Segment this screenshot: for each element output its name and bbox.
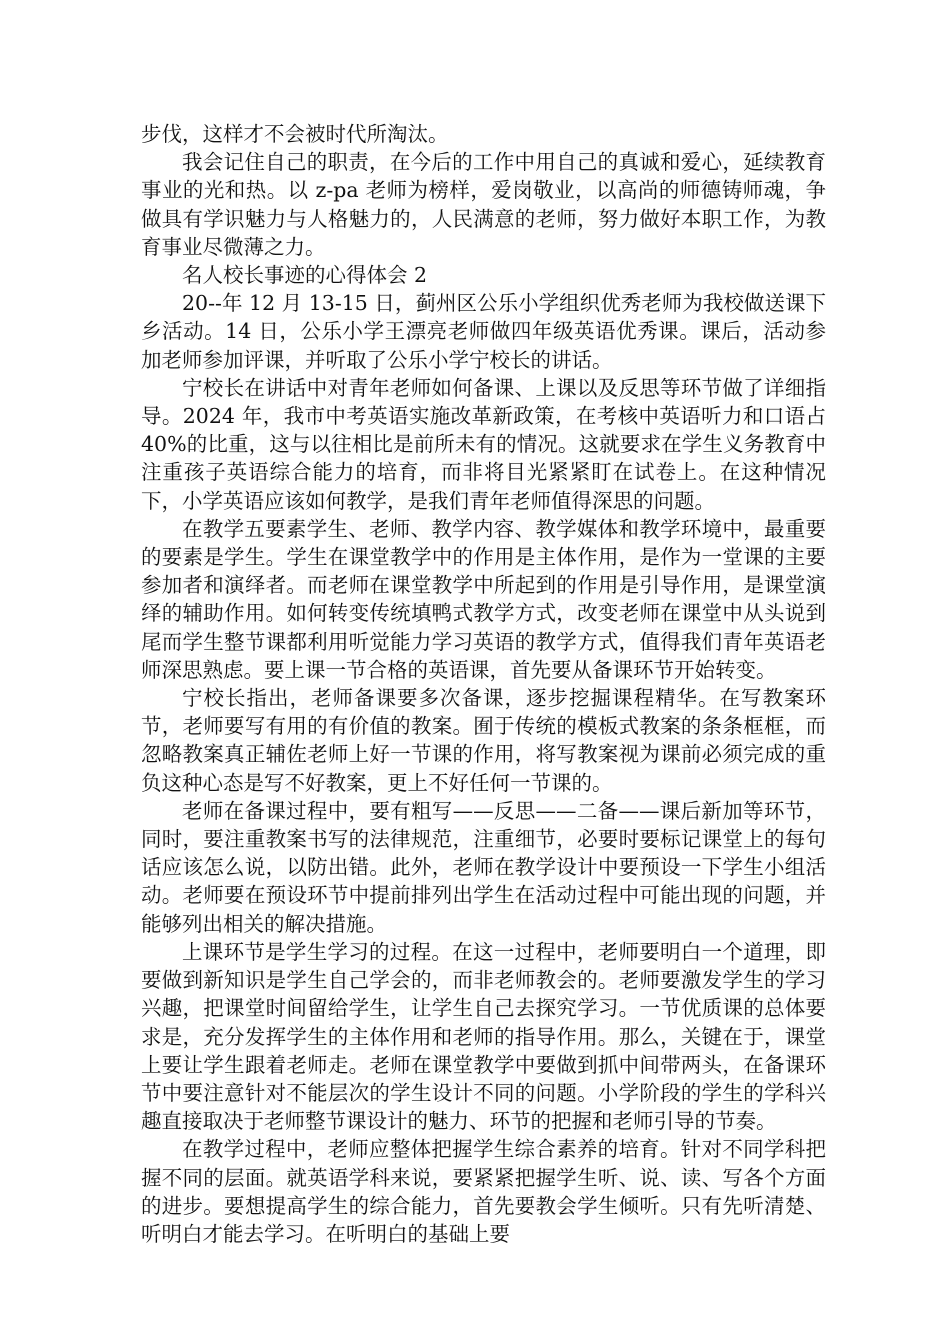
paragraph: 20--年 12 月 13-15 日，蓟州区公乐小学组织优秀老师为我校做送课下乡活动。14 日，公乐小学王漂亮老师做四年级英语优秀课。课后，活动参加老师参加评课，并听取了公乐小学宁校长的讲话。 [141, 291, 826, 372]
paragraph: 在教学过程中，老师应整体把握学生综合素养的培育。针对不同学科把握不同的层面。就英语学科来说，要紧紧把握学生听、说、读、写各个方面的进步。要想提高学生的综合能力，首先要教会学生倾听。只有先听清楚、听明白才能去学习。在听明白的基础上要 [141, 1137, 826, 1246]
paragraph-continuation: 步伐，这样才不会被时代所淘汰。 [141, 122, 449, 146]
paragraph: 老师在备课过程中，要有粗写——反思——二备——课后新加等环节，同时，要注重教案书写的法律规范，注重细节，必要时要标记课堂上的每句话应该怎么说，以防出错。此外，老师在教学设计中要预设一下学生小组活动。老师要在预设环节中提前排列出学生在活动过程中可能出现的问题，并能够列出相关的解决措施。 [141, 798, 826, 936]
paragraph: 宁校长指出，老师备课要多次备课，逐步挖掘课程精华。在写教案环节，老师要写有用的有价值的教案。囿于传统的模板式教案的条条框框，而忽略教案真正辅佐老师上好一节课的作用，将写教案视为课前必须完成的重负这种心态是写不好教案，更上不好任何一节课的。 [141, 686, 826, 795]
document-body [141, 120, 826, 1248]
paragraph: 上课环节是学生学习的过程。在这一过程中，老师要明白一个道理，即要做到新知识是学生自己学会的，而非老师教会的。老师要激发学生的学习兴趣，把课堂时间留给学生，让学生自己去探究学习。一节优质课的总体要求是，充分发挥学生的主体作用和老师的指导作用。那么，关键在于，课堂上要让学生跟着老师走。老师在课堂教学中要做到抓中间带两头，在备课环节中要注意针对不能层次的学生设计不同的问题。小学阶段的学生的学科兴趣直接取决于老师整节课设计的魅力、环节的把握和老师引导的节奏。 [141, 939, 826, 1134]
paragraph: 我会记住自己的职责，在今后的工作中用自己的真诚和爱心，延续教育事业的光和热。以 z-pa 老师为榜样，爱岗敬业，以高尚的师德铸师魂，争做具有学识魅力与人格魅力的，人民满意的老师，努力做好本职工作，为教育事业尽微薄之力。 [141, 150, 826, 259]
paragraph: 宁校长在讲话中对青年老师如何备课、上课以及反思等环节做了详细指导。2024 年，我市中考英语实施改革新政策，在考核中英语听力和口语占 40%的比重，这与以往相比是前所未有的情况。这就要求在学生义务教育中注重孩子英语综合能力的培育，而非将目光紧紧盯在试卷上。在这种情况下，小学英语应该如何教学，是我们青年老师值得深思的问题。 [141, 375, 826, 513]
paragraph: 在教学五要素学生、老师、教学内容、教学媒体和教学环境中，最重要的要素是学生。学生在课堂教学中的作用是主体作用，是作为一堂课的主要参加者和演绎者。而老师在课堂教学中所起到的作用是引导作用，是课堂演绎的辅助作用。如何转变传统填鸭式教学方式，改变老师在课堂中从头说到尾而学生整节课都利用听觉能力学习英语的教学方式，值得我们青年英语老师深思熟虑。要上课一节合格的英语课，首先要从备课环节开始转变。 [141, 516, 826, 682]
section-heading: 名人校长事迹的心得体会 2 [182, 263, 428, 288]
